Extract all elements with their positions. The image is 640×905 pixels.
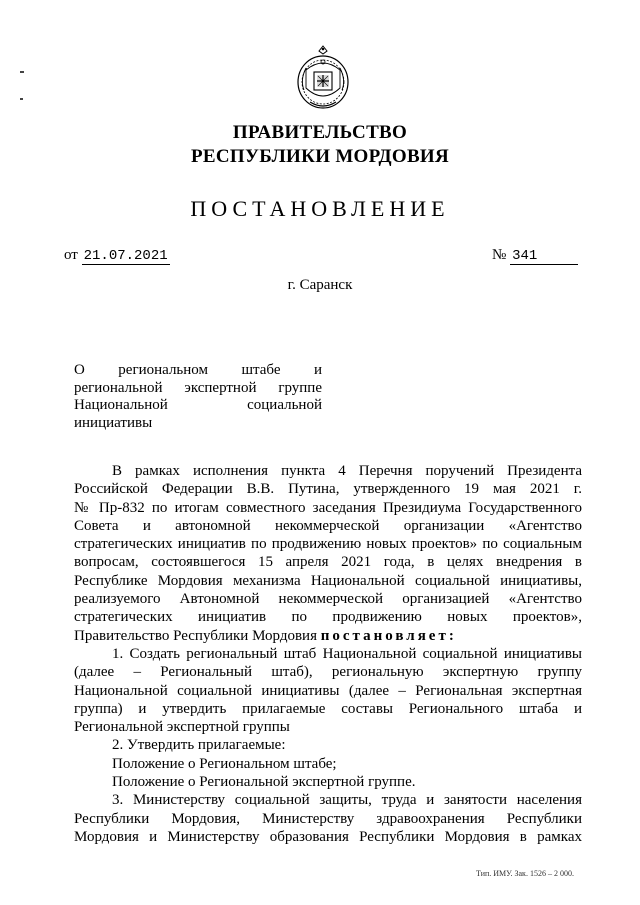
number-value: 341 bbox=[510, 248, 578, 265]
body-line: Республики Мордовия, Министерству здравоохранения Республики bbox=[74, 810, 582, 827]
government-name: Правительство Республики Мордовия bbox=[74, 627, 317, 644]
subject-line: О региональном штабе и bbox=[74, 362, 322, 378]
subject-line: инициативы bbox=[74, 414, 153, 431]
body-line: Совета и автономной некоммерческой организации «Агентство bbox=[74, 517, 582, 534]
city: г. Саранск bbox=[287, 277, 353, 293]
date-value: 21.07.2021 bbox=[83, 248, 168, 264]
body-line: реализуемого Автономной некоммерческой организацией «Агентство bbox=[74, 591, 582, 608]
body-line: Республике Мордовия механизма Национальной социальной инициативы, bbox=[74, 572, 582, 589]
body-line: Национальной социальной инициативы (далее – Региональная экспертная bbox=[74, 682, 582, 699]
org-name-line2: РЕСПУБЛИКИ МОРДОВИЯ bbox=[190, 146, 450, 167]
body-line: № Пр-832 по итогам совместного заседания Президиума Государственного bbox=[74, 499, 582, 516]
coat-of-arms-icon bbox=[296, 44, 350, 110]
body-line: 2. Утвердить прилагаемые: bbox=[112, 737, 286, 754]
body-line: Мордовия и Министерству образования Республики Мордовия в рамках bbox=[74, 828, 582, 845]
body-line: вопросам, состоявшегося 15 апреля 2021 года, в целях внедрения в bbox=[74, 554, 582, 571]
subject-line: региональной экспертной группе bbox=[74, 379, 322, 396]
document-type: ПОСТАНОВЛЕНИЕ bbox=[190, 196, 450, 221]
body-line: Положение о Региональной экспертной группе. bbox=[112, 774, 416, 791]
body-line: (далее – Региональный штаб), региональную экспертную группу bbox=[74, 664, 582, 681]
document-body bbox=[74, 462, 582, 846]
org-name-line1: ПРАВИТЕЛЬСТВО bbox=[232, 122, 408, 143]
decree-word: постановляет: bbox=[320, 627, 457, 644]
body-line: стратегических инициатив по продвижению новых проектов» по социальным bbox=[74, 536, 582, 553]
date-field bbox=[64, 247, 170, 265]
body-line: Положение о Региональном штабе; bbox=[112, 755, 337, 772]
number-field bbox=[492, 247, 578, 265]
body-line: 1. Создать региональный штаб Национальной социальной инициативы bbox=[112, 645, 582, 662]
body-line: стратегических инициатив по продвижению новых проектов», bbox=[74, 609, 582, 626]
scan-speck bbox=[20, 71, 24, 73]
number-prefix: № bbox=[492, 247, 507, 263]
body-line: 3. Министерству социальной защиты, труда и занятости населения bbox=[112, 792, 582, 809]
print-info: Тип. ИМУ. Зак. 1526 – 2 000. bbox=[476, 869, 574, 878]
body-line: В рамках исполнения пункта 4 Перечня поручений Президента bbox=[112, 463, 582, 479]
document-subject bbox=[74, 362, 322, 432]
date-prefix: от bbox=[64, 247, 78, 263]
scan-speck bbox=[20, 98, 23, 100]
body-line: Российской Федерации В.В. Путина, утвержденного 19 мая 2021 г. bbox=[74, 481, 582, 498]
body-line bbox=[74, 627, 582, 645]
body-line: группа) и утвердить прилагаемые составы Регионального штаба и bbox=[74, 700, 582, 717]
body-line: Региональной экспертной группы bbox=[74, 719, 290, 736]
subject-line: Национальной социальной bbox=[74, 397, 322, 413]
